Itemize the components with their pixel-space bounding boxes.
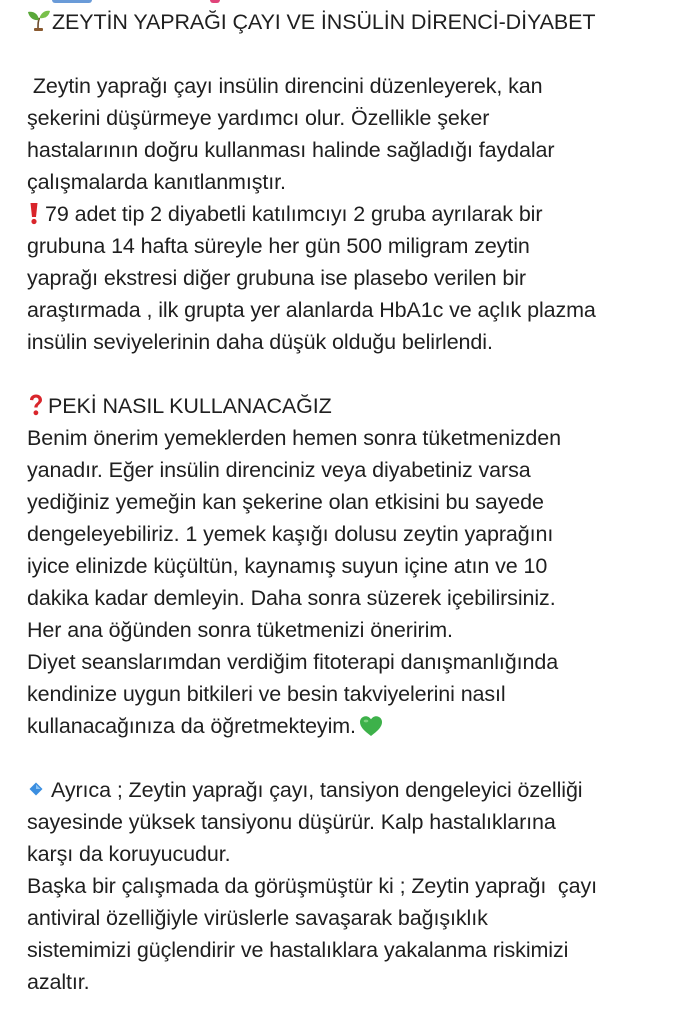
paragraph-line: dengeleyebiliriz. 1 yemek kaşığı dolusu zeytin yaprağını — [27, 522, 554, 546]
paragraph-line: Diyet seanslarımdan verdiğim fitoterapi danışmanlığında — [27, 650, 559, 674]
paragraph-line: Zeytin yaprağı çayı insülin direncini düzenleyerek, kan — [27, 74, 543, 98]
paragraph-line: dakika kadar demleyin. Daha sonra süzerek içebilirsiniz. — [27, 586, 556, 610]
paragraph-line: Ayrıca ; Zeytin yaprağı çayı, tansiyon dengeleyici özelliği — [51, 778, 583, 802]
paragraph-line: grubuna 14 hafta süreyle her gün 500 miligram zeytin — [27, 234, 530, 258]
post-title-text: ZEYTİN YAPRAĞI ÇAYI VE İNSÜLİN DİRENCİ-DİYABET — [52, 10, 596, 34]
paragraph-line: kendinize uygun bitkileri ve besin takviyelerini nasıl — [27, 682, 506, 706]
paragraph-line: kullanacağınıza da öğretmekteyim. — [27, 714, 356, 738]
paragraph-line: hastalarının doğru kullanması halinde sağladığı faydalar — [27, 138, 555, 162]
usage-heading-text: PEKİ NASIL KULLANACAĞIZ — [48, 394, 332, 418]
usage-last-line — [27, 710, 667, 742]
paragraph-line: insülin seviyelerinin daha düşük olduğu belirlendi. — [27, 330, 493, 354]
paragraph-line: yaprağı ekstresi diğer grubuna ise plasebo verilen bir — [27, 266, 526, 290]
blue-diamond-icon — [29, 782, 43, 796]
paragraph-line: araştırmada , ilk grupta yer alanlarda HbA1c ve açlık plazma — [27, 298, 596, 322]
paragraph-line: Benim önerim yemeklerden hemen sonra tüketmenizden — [27, 426, 561, 450]
paragraph-line: şekerini düşürmeye yardımcı olur. Özellikle şeker — [27, 106, 490, 130]
usage-heading — [27, 390, 667, 422]
paragraph-line: sistemimizi güçlendirir ve hastalıklara yakalanma riskimizi — [27, 938, 569, 962]
extra-first-line — [27, 774, 667, 806]
seedling-icon — [27, 8, 51, 32]
paragraph-line: Başka bir çalışmada da görüşmüştür ki ; Zeytin yaprağı çayı — [27, 874, 597, 898]
question-icon — [27, 393, 45, 417]
post-title — [27, 6, 667, 38]
exclamation-icon — [27, 201, 41, 225]
paragraph-line: yediğiniz yemeğin kan şekerine olan etkisini bu sayede — [27, 490, 544, 514]
paragraph-line: Her ana öğünden sonra tüketmenizi öneririm. — [27, 618, 453, 642]
paragraph-line: azaltır. — [27, 970, 90, 994]
paragraph-line: 79 adet tip 2 diyabetli katılımcıyı 2 gruba ayrılarak bir — [45, 202, 543, 226]
paragraph-line: yanadır. Eğer insülin direnciniz veya diyabetiniz varsa — [27, 458, 531, 482]
paragraph-line: iyice elinizde küçültün, kaynamış suyun içine atın ve 10 — [27, 554, 548, 578]
study-first-line — [27, 198, 667, 230]
paragraph-line: karşı da koruyucudur. — [27, 842, 231, 866]
paragraph-line: çalışmalarda kanıtlanmıştır. — [27, 170, 286, 194]
green-heart-icon — [359, 715, 383, 737]
paragraph-line: sayesinde yüksek tansiyonu düşürür. Kalp hastalıklarına — [27, 810, 556, 834]
post-body — [27, 0, 667, 998]
paragraph-line: antiviral özelliğiyle virüslerle savaşarak bağışıklık — [27, 906, 488, 930]
